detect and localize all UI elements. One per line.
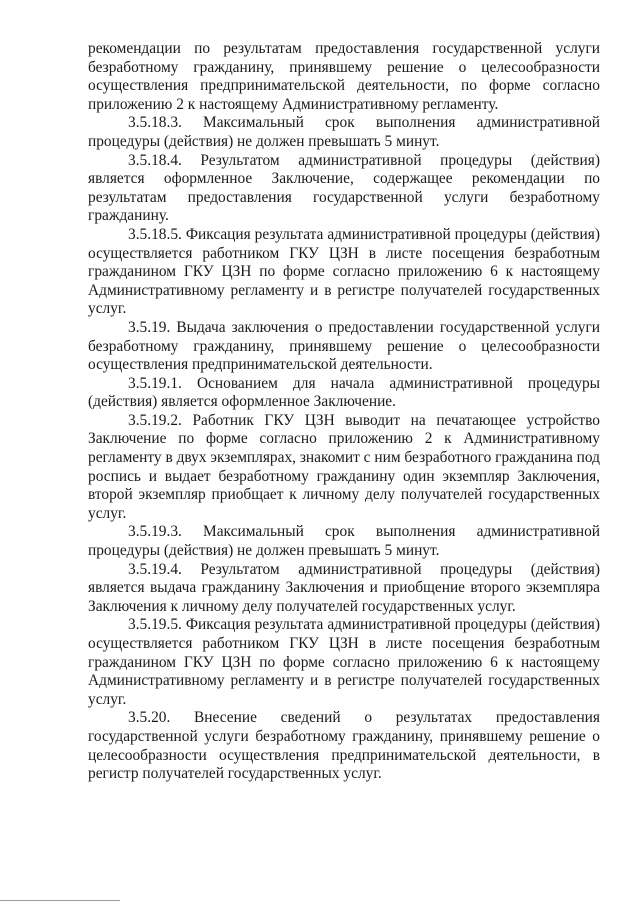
paragraph-3-5-19: 3.5.19. Выдача заключения о предоставлении государственной услуги безработному гражданину, принявшему решение о целесообразности осуществления предпринимательской деятельности. (88, 318, 600, 374)
paragraph-3-5-18-3: 3.5.18.3. Максимальный срок выполнения административной процедуры (действия) не должен превышать 5 минут. (88, 114, 600, 150)
paragraph-3-5-19-4: 3.5.19.4. Результатом административной процедуры (действия) является выдача гражданину Заключения и приобщение второго экземпляра Заключения к личному делу получателей государственных услуг. (88, 560, 600, 615)
paragraph-3-5-20: 3.5.20. Внесение сведений о результатах предоставления государственной услуги безработному гражданину, принявшему решение о целесообразности осуществления предпринимательской деятельности, в регистр получателей государственных услуг. (88, 709, 600, 783)
paragraph-3-5-19-5: 3.5.19.5. Фиксация результата административной процедуры (действия) осуществляется работником ГКУ ЦЗН в листе посещения безработным гражданином ГКУ ЦЗН по форме согласно приложению 6 к настоящему Административному регламенту и в регистре получателей государственных услуг. (88, 616, 600, 708)
footer-rule (0, 900, 120, 901)
paragraph-3-5-18-5: 3.5.18.5. Фиксация результата административной процедуры (действия) осуществляется работником ГКУ ЦЗН в листе посещения безработным гражданином ГКУ ЦЗН по форме согласно приложению 6 к настоящему Административному регламенту и в регистре получателей государственных услуг. (88, 225, 600, 318)
paragraph-3-5-19-1: 3.5.19.1. Основанием для начала административной процедуры (действия) является оформленное Заключение. (88, 374, 600, 411)
paragraph-3-5-18-4: 3.5.18.4. Результатом административной процедуры (действия) является оформленное Заключение, содержащее рекомендации по результатам предоставления государственной услуги безработному гражданину. (88, 151, 600, 225)
paragraph-3-5-19-3: 3.5.19.3. Максимальный срок выполнения административной процедуры (действия) не должен превышать 5 минут. (88, 523, 600, 560)
paragraph-continuation: рекомендации по результатам предоставления государственной услуги безработному гражданину, принявшему решение о целесообразности осуществления предпринимательской деятельности, по форме согласно приложению 2 к настоящему Административному регламенту. (88, 40, 600, 113)
paragraph-3-5-19-2: 3.5.19.2. Работник ГКУ ЦЗН выводит на печатающее устройство Заключение по форме согласно приложению 2 к Административному регламенту в двух экземплярах, знакомит с ним безработного гражданина под роспись и выдает безработному гражданину один экземпляр Заключения, второй экземпляр приобщает к личному делу получателей государственных услуг. (88, 411, 600, 522)
